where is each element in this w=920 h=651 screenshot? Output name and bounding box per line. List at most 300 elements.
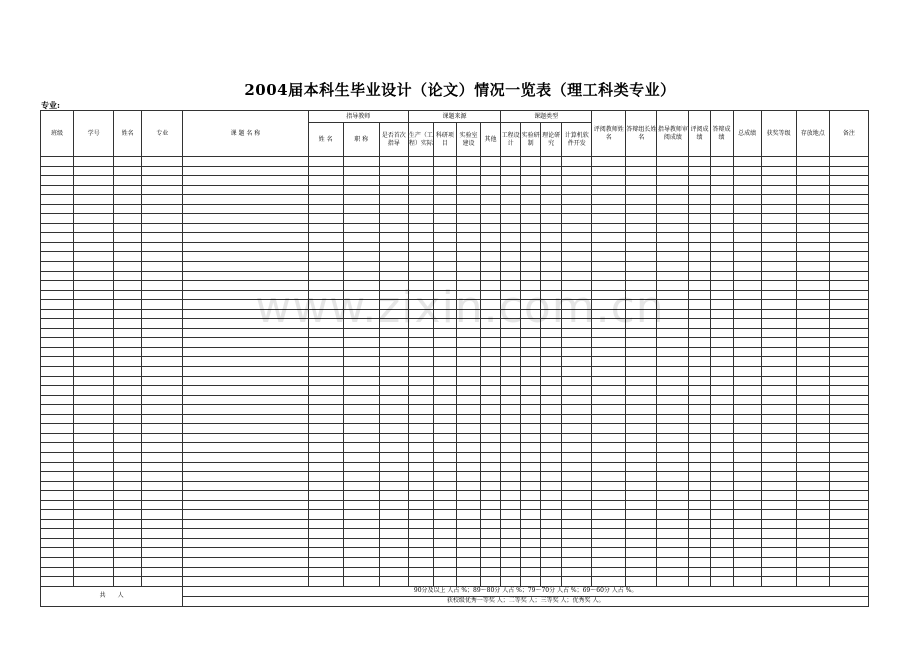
table-row	[41, 300, 869, 310]
table-cell	[114, 176, 142, 186]
table-cell	[710, 567, 733, 577]
table-cell	[501, 519, 521, 529]
table-cell	[379, 433, 408, 443]
table-cell	[626, 405, 657, 415]
table-cell	[761, 347, 796, 357]
table-cell	[74, 472, 114, 482]
table-cell	[308, 185, 343, 195]
table-cell	[343, 357, 379, 367]
table-cell	[501, 386, 521, 396]
table-cell	[733, 529, 761, 539]
table-cell	[521, 395, 541, 405]
table-cell	[796, 204, 829, 214]
table-cell	[379, 500, 408, 510]
table-cell	[480, 281, 500, 291]
table-cell	[541, 567, 562, 577]
table-cell	[689, 157, 710, 167]
table-row	[41, 262, 869, 272]
table-cell	[657, 567, 689, 577]
table-cell	[829, 242, 868, 252]
table-cell	[379, 452, 408, 462]
table-cell	[456, 376, 480, 386]
table-cell	[689, 223, 710, 233]
table-cell	[761, 395, 796, 405]
table-cell	[308, 214, 343, 224]
table-cell	[343, 405, 379, 415]
table-row	[41, 491, 869, 501]
table-cell	[379, 271, 408, 281]
table-cell	[521, 357, 541, 367]
table-cell	[733, 510, 761, 520]
table-cell	[41, 577, 74, 587]
table-cell	[408, 338, 433, 348]
table-row	[41, 281, 869, 291]
table-cell	[456, 405, 480, 415]
table-cell	[521, 386, 541, 396]
table-cell	[142, 347, 183, 357]
table-cell	[480, 271, 500, 281]
table-cell	[829, 357, 868, 367]
table-cell	[408, 176, 433, 186]
table-cell	[796, 500, 829, 510]
table-row	[41, 414, 869, 424]
table-cell	[592, 319, 626, 329]
table-cell	[710, 176, 733, 186]
table-cell	[480, 367, 500, 377]
table-cell	[74, 328, 114, 338]
table-cell	[521, 452, 541, 462]
table-cell	[592, 242, 626, 252]
table-cell	[710, 472, 733, 482]
table-cell	[308, 405, 343, 415]
table-cell	[829, 319, 868, 329]
table-cell	[74, 557, 114, 567]
table-cell	[343, 204, 379, 214]
table-cell	[74, 491, 114, 501]
table-cell	[541, 557, 562, 567]
table-cell	[796, 281, 829, 291]
table-cell	[761, 386, 796, 396]
table-cell	[343, 271, 379, 281]
header-advisor-first: 是否首次指导	[379, 123, 408, 157]
table-cell	[592, 300, 626, 310]
table-cell	[343, 414, 379, 424]
table-cell	[183, 252, 308, 262]
table-cell	[480, 510, 500, 520]
table-cell	[657, 157, 689, 167]
table-cell	[501, 529, 521, 539]
table-cell	[562, 328, 592, 338]
table-cell	[541, 328, 562, 338]
table-row	[41, 252, 869, 262]
table-cell	[796, 328, 829, 338]
table-cell	[562, 443, 592, 453]
table-cell	[433, 433, 456, 443]
table-cell	[480, 166, 500, 176]
table-cell	[562, 309, 592, 319]
table-cell	[308, 281, 343, 291]
table-cell	[796, 481, 829, 491]
table-cell	[562, 500, 592, 510]
table-cell	[456, 338, 480, 348]
table-cell	[308, 452, 343, 462]
table-cell	[379, 223, 408, 233]
table-cell	[456, 367, 480, 377]
table-cell	[657, 328, 689, 338]
table-cell	[541, 577, 562, 587]
table-cell	[408, 405, 433, 415]
table-cell	[114, 223, 142, 233]
table-cell	[541, 538, 562, 548]
table-cell	[433, 405, 456, 415]
table-cell	[142, 157, 183, 167]
table-cell	[74, 548, 114, 558]
table-cell	[379, 195, 408, 205]
table-cell	[379, 176, 408, 186]
table-cell	[142, 519, 183, 529]
table-cell	[521, 166, 541, 176]
table-cell	[183, 338, 308, 348]
table-cell	[183, 462, 308, 472]
table-cell	[733, 309, 761, 319]
table-cell	[829, 500, 868, 510]
table-cell	[562, 510, 592, 520]
table-cell	[308, 290, 343, 300]
table-cell	[114, 300, 142, 310]
table-cell	[592, 481, 626, 491]
table-cell	[657, 538, 689, 548]
header-defense-score: 答辩成绩	[710, 111, 733, 157]
table-cell	[562, 386, 592, 396]
table-cell	[408, 281, 433, 291]
table-cell	[456, 538, 480, 548]
table-cell	[689, 577, 710, 587]
table-cell	[501, 252, 521, 262]
table-cell	[521, 538, 541, 548]
table-cell	[408, 195, 433, 205]
table-cell	[114, 510, 142, 520]
table-cell	[433, 166, 456, 176]
table-cell	[183, 300, 308, 310]
table-cell	[379, 300, 408, 310]
table-cell	[710, 386, 733, 396]
table-cell	[541, 357, 562, 367]
table-cell	[829, 281, 868, 291]
table-cell	[541, 233, 562, 243]
table-cell	[733, 452, 761, 462]
table-cell	[456, 290, 480, 300]
table-cell	[501, 376, 521, 386]
table-cell	[183, 567, 308, 577]
table-cell	[592, 462, 626, 472]
table-cell	[829, 567, 868, 577]
table-cell	[183, 309, 308, 319]
table-cell	[501, 300, 521, 310]
table-cell	[456, 577, 480, 587]
table-cell	[657, 223, 689, 233]
table-cell	[829, 195, 868, 205]
table-cell	[626, 185, 657, 195]
table-cell	[541, 195, 562, 205]
table-cell	[408, 252, 433, 262]
table-cell	[796, 424, 829, 434]
table-cell	[41, 557, 74, 567]
table-cell	[733, 414, 761, 424]
table-cell	[733, 376, 761, 386]
table-cell	[408, 529, 433, 539]
table-cell	[379, 204, 408, 214]
table-cell	[761, 462, 796, 472]
table-cell	[408, 185, 433, 195]
table-cell	[733, 433, 761, 443]
table-cell	[592, 328, 626, 338]
table-cell	[183, 242, 308, 252]
table-row	[41, 271, 869, 281]
table-cell	[343, 185, 379, 195]
table-cell	[592, 414, 626, 424]
table-cell	[626, 395, 657, 405]
table-cell	[657, 548, 689, 558]
table-cell	[796, 319, 829, 329]
table-cell	[541, 500, 562, 510]
table-cell	[592, 376, 626, 386]
table-cell	[433, 529, 456, 539]
table-cell	[114, 491, 142, 501]
table-cell	[41, 262, 74, 272]
table-cell	[183, 405, 308, 415]
table-cell	[796, 262, 829, 272]
table-cell	[183, 204, 308, 214]
table-cell	[796, 214, 829, 224]
table-cell	[733, 262, 761, 272]
table-cell	[689, 414, 710, 424]
header-review-score: 评阅成绩	[689, 111, 710, 157]
table-cell	[710, 557, 733, 567]
table-row	[41, 166, 869, 176]
table-cell	[592, 510, 626, 520]
table-cell	[829, 214, 868, 224]
table-cell	[562, 481, 592, 491]
table-cell	[41, 395, 74, 405]
table-cell	[379, 214, 408, 224]
table-cell	[114, 557, 142, 567]
table-cell	[592, 529, 626, 539]
table-cell	[521, 252, 541, 262]
table-cell	[142, 452, 183, 462]
table-row	[41, 567, 869, 577]
table-cell	[456, 357, 480, 367]
table-cell	[408, 538, 433, 548]
table-cell	[343, 166, 379, 176]
table-cell	[142, 386, 183, 396]
table-cell	[761, 452, 796, 462]
table-cell	[592, 185, 626, 195]
table-cell	[308, 233, 343, 243]
table-cell	[308, 338, 343, 348]
table-cell	[733, 395, 761, 405]
table-cell	[183, 195, 308, 205]
table-cell	[41, 242, 74, 252]
table-cell	[343, 386, 379, 396]
table-cell	[657, 357, 689, 367]
table-cell	[433, 233, 456, 243]
table-cell	[480, 357, 500, 367]
table-cell	[456, 347, 480, 357]
table-cell	[74, 424, 114, 434]
table-cell	[541, 395, 562, 405]
table-cell	[796, 376, 829, 386]
table-cell	[343, 557, 379, 567]
table-cell	[308, 472, 343, 482]
table-cell	[379, 233, 408, 243]
table-cell	[74, 414, 114, 424]
table-cell	[480, 395, 500, 405]
table-cell	[626, 281, 657, 291]
table-cell	[308, 462, 343, 472]
table-cell	[710, 424, 733, 434]
table-cell	[433, 214, 456, 224]
table-cell	[379, 443, 408, 453]
table-cell	[710, 376, 733, 386]
table-cell	[562, 262, 592, 272]
table-cell	[626, 357, 657, 367]
table-cell	[521, 271, 541, 281]
table-cell	[74, 338, 114, 348]
table-cell	[433, 395, 456, 405]
table-cell	[796, 395, 829, 405]
table-cell	[308, 529, 343, 539]
table-cell	[829, 462, 868, 472]
table-cell	[626, 386, 657, 396]
table-cell	[379, 328, 408, 338]
table-cell	[796, 577, 829, 587]
table-cell	[829, 328, 868, 338]
watermark-text: www.zixin.com.cn	[255, 282, 665, 333]
table-cell	[114, 538, 142, 548]
table-cell	[626, 462, 657, 472]
table-row	[41, 309, 869, 319]
table-cell	[657, 386, 689, 396]
table-cell	[829, 452, 868, 462]
table-cell	[480, 424, 500, 434]
table-cell	[592, 166, 626, 176]
table-cell	[501, 271, 521, 281]
table-cell	[408, 242, 433, 252]
table-cell	[710, 214, 733, 224]
table-row	[41, 338, 869, 348]
table-cell	[408, 500, 433, 510]
table-cell	[456, 529, 480, 539]
table-cell	[408, 376, 433, 386]
table-cell	[480, 319, 500, 329]
table-cell	[114, 386, 142, 396]
table-cell	[796, 357, 829, 367]
table-row	[41, 223, 869, 233]
table-cell	[626, 233, 657, 243]
table-cell	[408, 271, 433, 281]
table-cell	[74, 367, 114, 377]
table-cell	[114, 433, 142, 443]
table-cell	[710, 262, 733, 272]
table-row	[41, 452, 869, 462]
table-cell	[308, 204, 343, 214]
table-cell	[521, 567, 541, 577]
table-cell	[592, 262, 626, 272]
table-cell	[480, 567, 500, 577]
table-cell	[562, 395, 592, 405]
table-cell	[689, 386, 710, 396]
table-cell	[626, 176, 657, 186]
table-cell	[343, 233, 379, 243]
table-cell	[626, 557, 657, 567]
table-cell	[74, 262, 114, 272]
table-cell	[183, 510, 308, 520]
table-cell	[480, 214, 500, 224]
table-cell	[761, 185, 796, 195]
table-cell	[541, 290, 562, 300]
table-cell	[829, 271, 868, 281]
table-row	[41, 577, 869, 587]
table-cell	[657, 233, 689, 243]
table-cell	[433, 481, 456, 491]
table-cell	[433, 357, 456, 367]
table-cell	[521, 405, 541, 415]
table-cell	[433, 204, 456, 214]
table-cell	[689, 538, 710, 548]
table-cell	[796, 529, 829, 539]
table-cell	[308, 252, 343, 262]
table-cell	[761, 309, 796, 319]
table-cell	[456, 233, 480, 243]
table-cell	[501, 290, 521, 300]
table-cell	[657, 271, 689, 281]
table-cell	[710, 452, 733, 462]
table-cell	[541, 376, 562, 386]
table-cell	[142, 548, 183, 558]
table-cell	[343, 443, 379, 453]
table-cell	[626, 376, 657, 386]
table-cell	[689, 424, 710, 434]
table-cell	[592, 567, 626, 577]
table-cell	[183, 262, 308, 272]
table-row	[41, 176, 869, 186]
table-cell	[796, 176, 829, 186]
table-cell	[761, 357, 796, 367]
table-cell	[562, 452, 592, 462]
table-cell	[657, 510, 689, 520]
table-cell	[521, 376, 541, 386]
table-cell	[142, 472, 183, 482]
table-cell	[308, 242, 343, 252]
table-cell	[142, 271, 183, 281]
table-cell	[41, 347, 74, 357]
table-cell	[480, 386, 500, 396]
table-cell	[501, 157, 521, 167]
table-cell	[733, 195, 761, 205]
table-cell	[433, 300, 456, 310]
table-cell	[689, 176, 710, 186]
table-cell	[592, 176, 626, 186]
table-cell	[733, 424, 761, 434]
table-cell	[41, 300, 74, 310]
table-cell	[456, 519, 480, 529]
table-cell	[480, 195, 500, 205]
table-cell	[562, 252, 592, 262]
table-cell	[480, 204, 500, 214]
table-cell	[657, 367, 689, 377]
table-cell	[592, 252, 626, 262]
table-cell	[710, 195, 733, 205]
